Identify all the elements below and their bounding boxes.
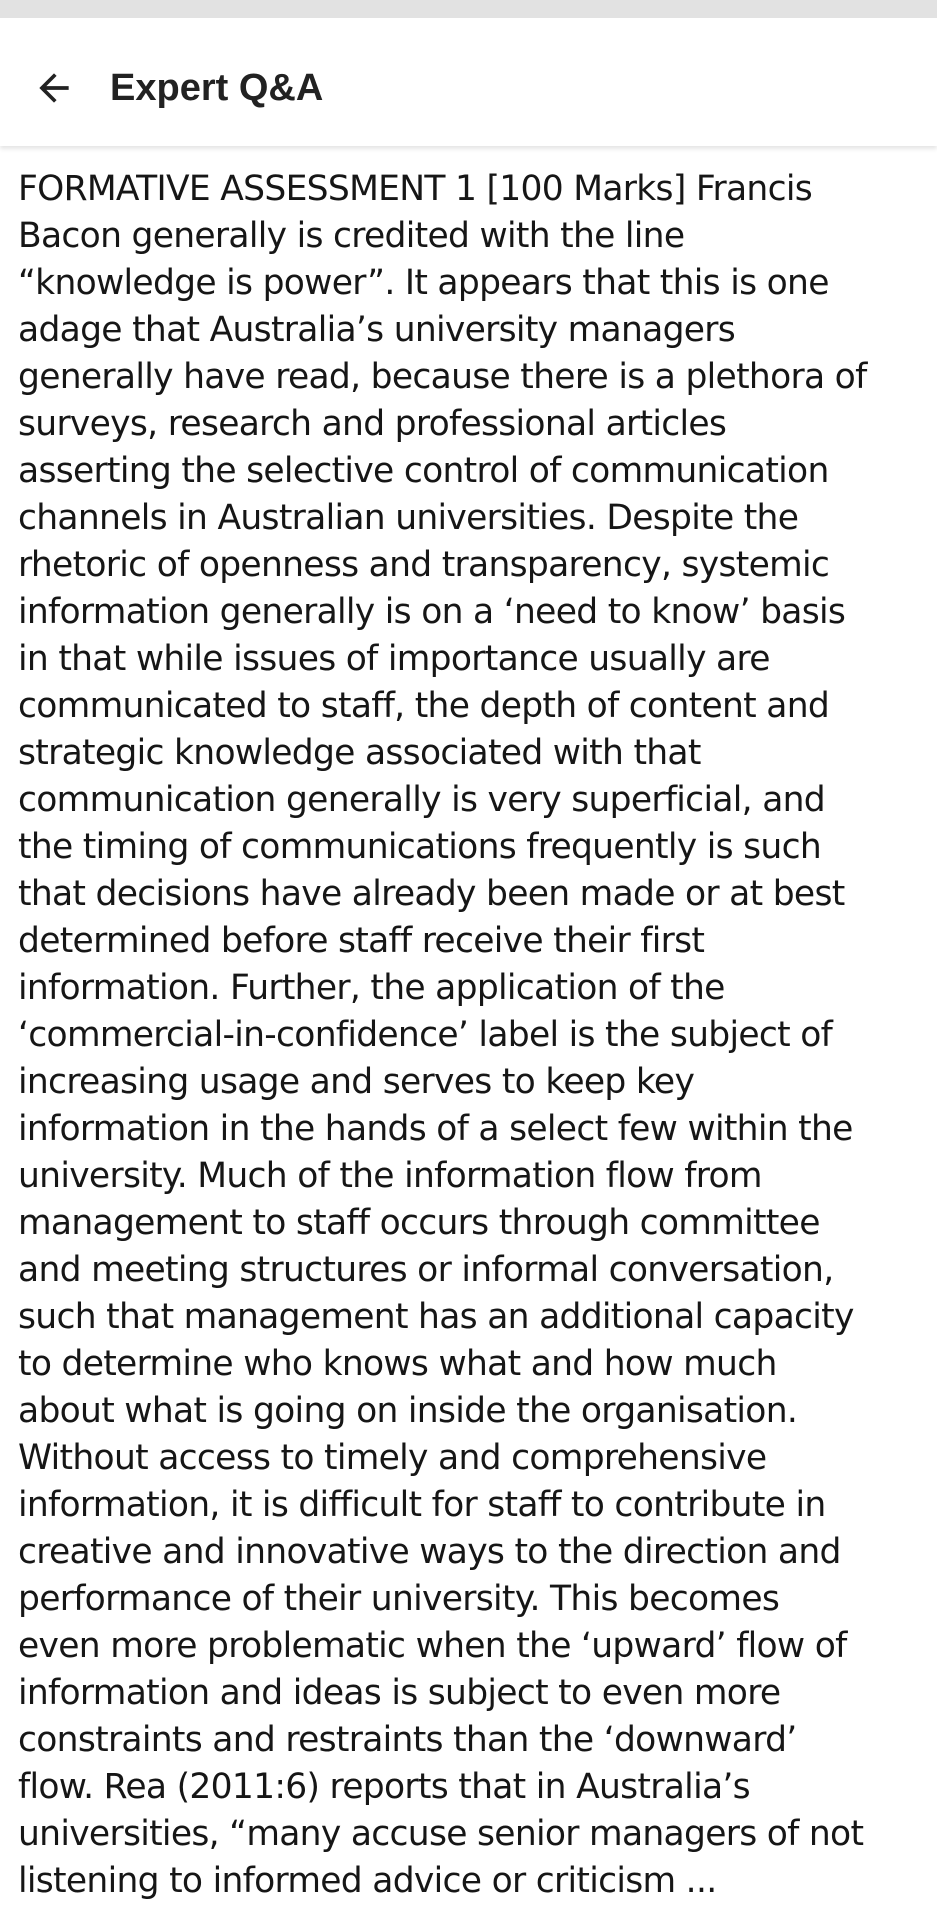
status-strip	[0, 0, 937, 18]
back-button[interactable]	[26, 60, 82, 116]
app-bar	[0, 18, 937, 146]
arrow-left-icon	[32, 66, 76, 110]
page-title: Expert Q&A	[110, 67, 324, 109]
truncation-fade	[18, 1901, 926, 1920]
question-text: FORMATIVE ASSESSMENT 1 [100 Marks] Francis Bacon generally is credited with the line “knowledge is power”. It appears that this is one adage that Australia’s university managers generally have read, because there is a plethora of surveys, research and professional articles asserting the selective control of communication channels in Australian universities. Despite the rhetoric of openness and transparency, systemic information generally is on a ‘need to know’ basis in that while issues of importance usually are communicated to staff, the depth of content and strategic knowledge associated with that communication generally is very superficial, and the timing of communications frequently is such that decisions have already been made or at best determined before staff receive their first information. Further, the application of the ‘commercial-in-confidence’ label is the subject of increasing usage and serves to keep key information in the hands of a select few within the university. Much of the information flow from management to staff occurs through committee and meeting structures or informal conversation, such that management has an additional capacity to determine who knows what and how much about what is going on inside the organisation. Without access to timely and comprehensive information, it is difficult for staff to contribute in creative and innovative ways to the direction and performance of their university. This becomes even more problematic when the ‘upward’ flow of information and ideas is subject to even more constraints and restraints than the ‘downward’ flow. Rea (2011:6) reports that in Australia’s universities, “many accuse senior managers of not listening to informed advice or criticism ...	[18, 169, 867, 1901]
question-content[interactable]	[0, 146, 937, 1920]
